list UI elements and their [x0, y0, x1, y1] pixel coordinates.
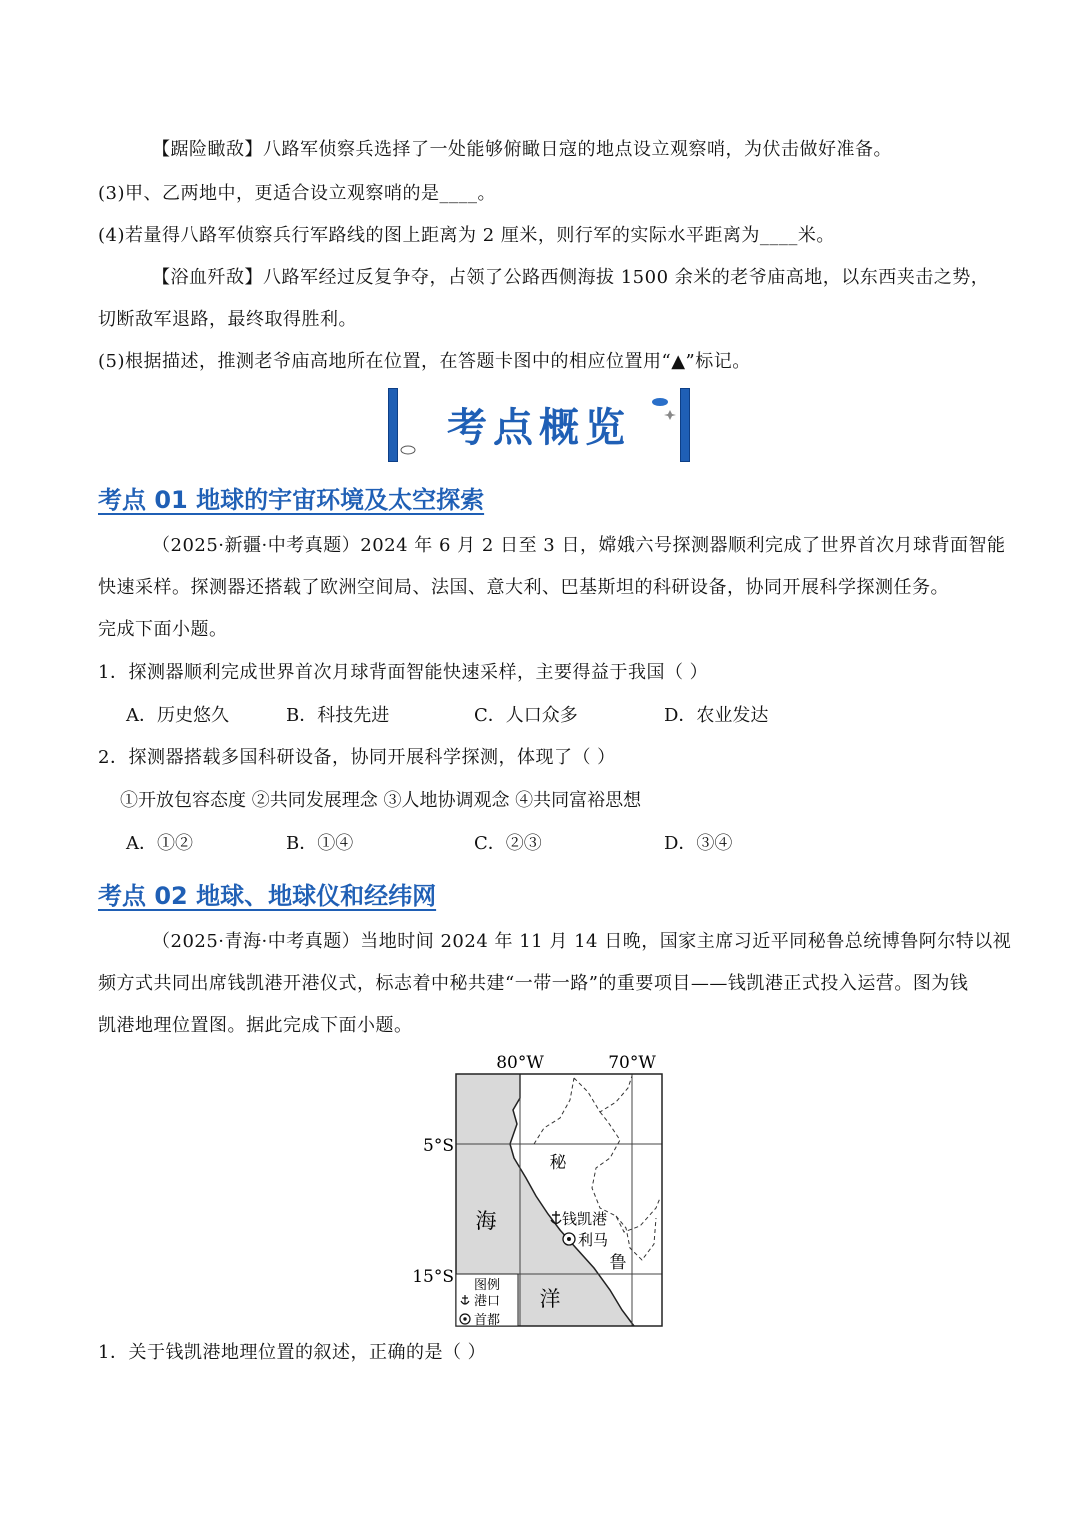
question-5: (5)根据描述，推测老爷庙高地所在位置，在答题卡图中的相应位置用“▲”标记。	[98, 351, 751, 372]
question-4: (4)若量得八路军侦察兵行军路线的图上距离为 2 厘米，则行军的实际水平距离为____米。	[98, 225, 835, 246]
topic1-q2-option-d: D．③④	[664, 833, 733, 854]
lat-label-15s: 15°S	[412, 1267, 454, 1287]
capital-label: 利马	[578, 1231, 609, 1249]
qiankai-port-location-map	[410, 1048, 680, 1333]
port-label: 钱凯港	[562, 1210, 608, 1228]
paragraph-line-1: 【浴血歼敌】八路军经过反复争夺，占领了公路西侧海拔 1500 余米的老爷庙高地，以东西夹击之势，	[152, 267, 990, 288]
intro-paragraph-line: 【踞险瞰敌】八路军侦察兵选择了一处能够俯瞰日寇的地点设立观察哨，为伏击做好准备。	[152, 139, 892, 160]
topic-01-heading: 考点 01 地球的宇宙环境及太空探索	[98, 486, 485, 514]
capital-icon	[563, 1233, 575, 1245]
topic1-intro-line-3: 完成下面小题。	[98, 619, 228, 640]
sea-char-2: 洋	[539, 1287, 561, 1311]
topic2-intro-line-1: （2025·青海·中考真题）当地时间 2024 年 11 月 14 日晚，国家主席习近平同秘鲁总统博鲁阿尔特以视	[152, 931, 1012, 952]
legend-title: 图例	[473, 1278, 501, 1293]
topic1-q1-option-a: A．历史悠久	[126, 705, 229, 726]
legend-capital-icon	[460, 1314, 470, 1324]
topic1-q2-option-a: A．①②	[126, 833, 193, 854]
topic1-intro-line-2: 快速采样。探测器还搭载了欧洲空间局、法国、意大利、巴基斯坦的科研设备，协同开展科学探测任务。	[98, 577, 949, 598]
lat-label-5s: 5°S	[423, 1136, 454, 1156]
topic-02-heading: 考点 02 地球、地球仪和经纬网	[98, 882, 437, 910]
topic1-question-1: 1．探测器顺利完成世界首次月球背面智能快速采样，主要得益于我国（ ）	[98, 662, 709, 683]
topic2-intro-line-2: 频方式共同出席钱凯港开港仪式，标志着中秘共建“一带一路”的重要项目——钱凯港正式投入运营。图为钱	[98, 973, 969, 994]
question-3: (3)甲、乙两地中，更适合设立观察哨的是____。	[98, 183, 496, 204]
topic2-intro-line-3: 凯港地理位置图。据此完成下面小题。	[98, 1015, 413, 1036]
legend-port-label: 港口	[474, 1294, 501, 1309]
anchor-icon	[551, 1211, 561, 1224]
country-char-1: 秘	[549, 1153, 567, 1173]
topic1-q2-statements: ①开放包容态度 ②共同发展理念 ③人地协调观念 ④共同富裕思想	[120, 790, 642, 811]
paragraph-line-2: 切断敌军退路，最终取得胜利。	[98, 309, 357, 330]
sea-char-1: 海	[475, 1209, 497, 1233]
topic1-q1-option-c: C．人口众多	[474, 705, 578, 726]
banner-title: 考点概览	[447, 405, 631, 451]
topic1-question-2: 2．探测器搭载多国科研设备，协同开展科学探测，体现了（ ）	[98, 747, 616, 768]
topic2-question-1: 1．关于钱凯港地理位置的叙述，正确的是（ ）	[98, 1342, 487, 1363]
topic1-q2-option-c: C．②③	[474, 833, 542, 854]
topic1-q1-option-b: B．科技先进	[286, 705, 390, 726]
banner-decoration-icon	[388, 388, 690, 462]
topic1-intro-line-1: （2025·新疆·中考真题）2024 年 6 月 2 日至 3 日，嫦娥六号探测器顺利完成了世界首次月球背面智能	[152, 535, 1006, 556]
country-char-2: 鲁	[609, 1253, 627, 1273]
topic1-q1-option-d: D．农业发达	[664, 705, 769, 726]
legend-capital-label: 首都	[474, 1313, 501, 1328]
lon-label-80w: 80°W	[496, 1053, 544, 1073]
topic1-q2-option-b: B．①④	[286, 833, 354, 854]
lon-label-70w: 70°W	[608, 1053, 656, 1073]
section-banner	[388, 388, 690, 462]
